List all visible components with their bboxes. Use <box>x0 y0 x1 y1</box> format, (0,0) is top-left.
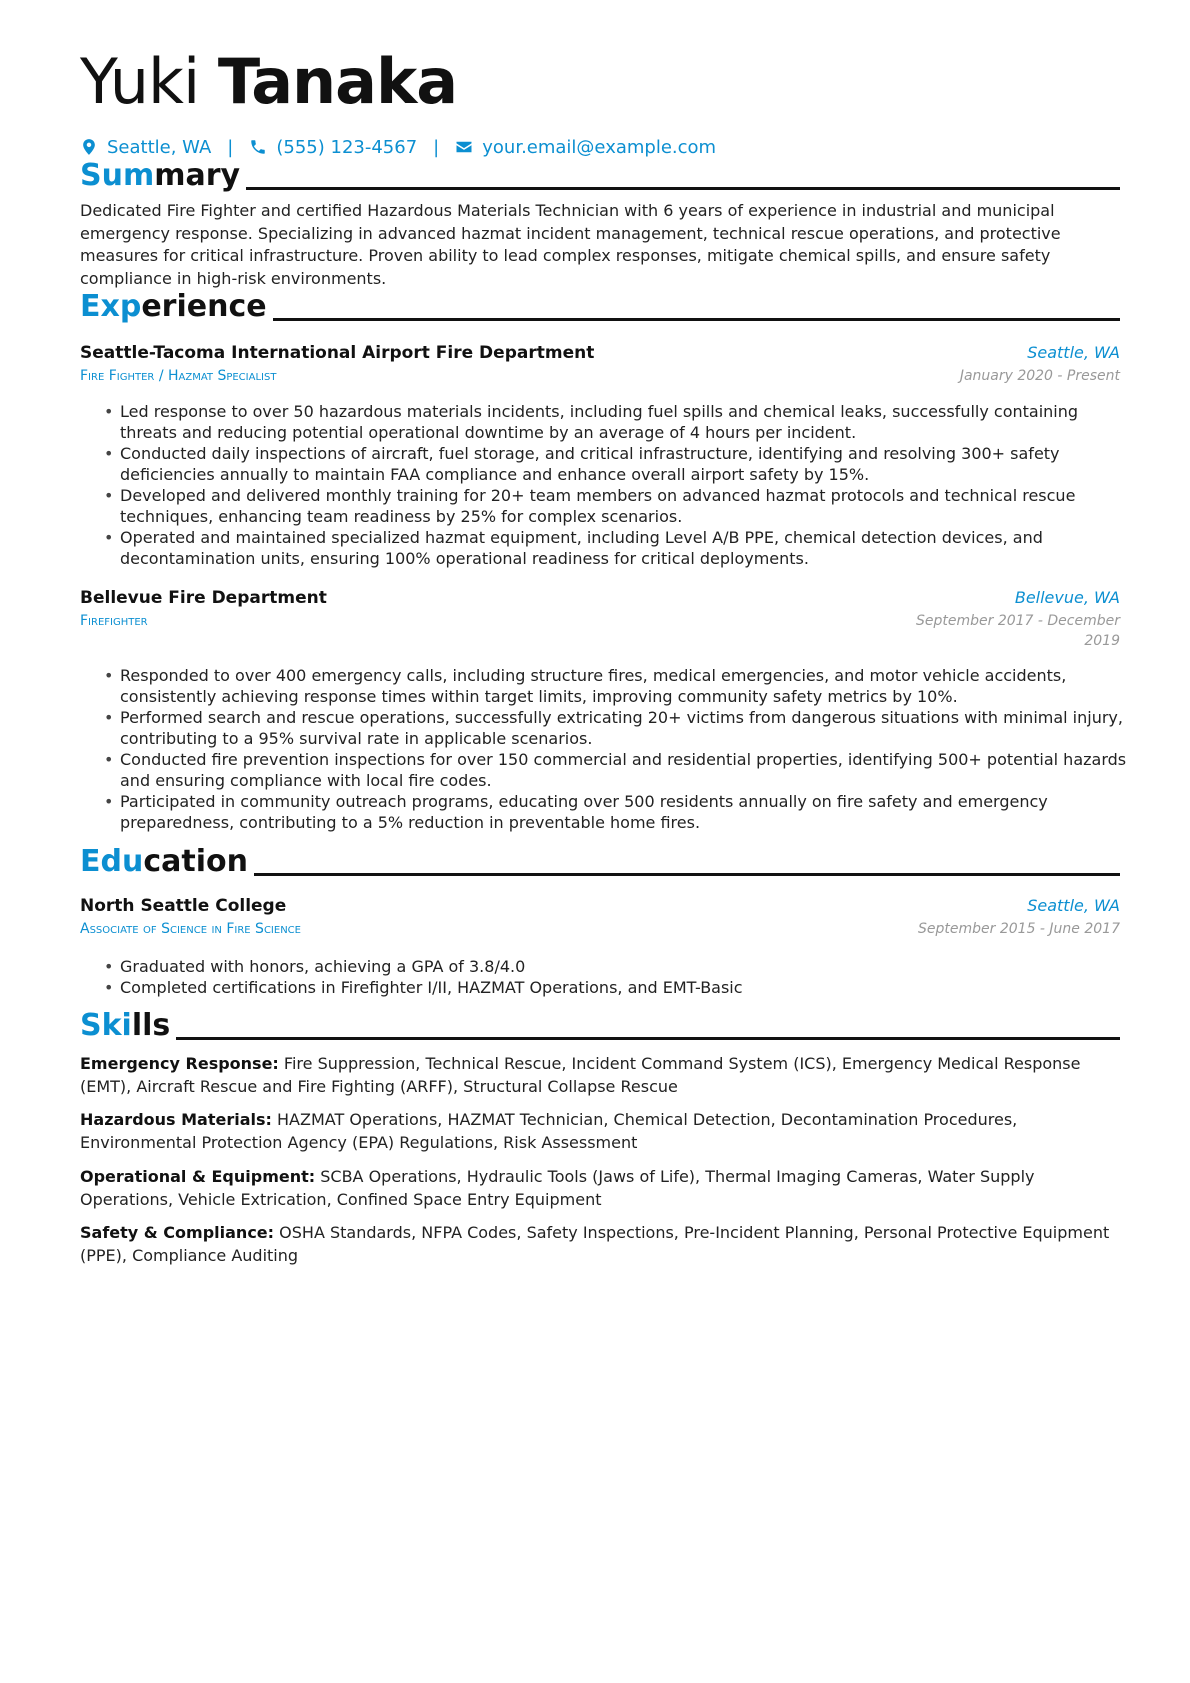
school-location: Seattle, WA <box>1027 896 1120 915</box>
section-rule <box>246 187 1120 190</box>
list-item: • Completed certifications in Firefighter I/II, HAZMAT Operations, and EMT-Basic <box>120 977 1138 998</box>
section-title: Skills <box>80 1008 171 1043</box>
envelope-icon <box>455 138 473 156</box>
skill-text: Fire Suppression, Technical Rescue, Incident Command System (ICS), Emergency Medical Response (EMT), Aircraft Rescue and Fire Fighting (ARFF), Structural Collapse Rescue <box>80 1054 1081 1096</box>
job-bullets <box>102 665 1138 833</box>
skill-group <box>80 1166 1120 1211</box>
list-item: • Participated in community outreach programs, educating over 500 residents annually on fire safety and emergency preparedness, contributing to a 5% reduction in preventable home fires. <box>120 791 1138 833</box>
contact-phone[interactable] <box>249 137 417 158</box>
skill-label: Operational & Equipment: <box>80 1167 316 1186</box>
last-name: Tanaka <box>217 45 458 118</box>
skill-group <box>80 1222 1120 1267</box>
skill-text: SCBA Operations, Hydraulic Tools (Jaws of Life), Thermal Imaging Cameras, Water Supply Operations, Vehicle Extrication, Confined Space Entry Equipment <box>80 1167 1035 1209</box>
experience-heading <box>80 287 1120 327</box>
phone-text[interactable]: (555) 123-4567 <box>276 136 418 158</box>
degree: Associate of Science in Fire Science <box>80 921 301 937</box>
list-item: • Developed and delivered monthly training for 20+ team members on advanced hazmat protocols and technical rescue techniques, enhancing team readiness by 25% for complex scenarios. <box>120 485 1138 527</box>
job-bullets <box>102 401 1138 569</box>
school-name: North Seattle College <box>80 896 287 916</box>
list-item: • Responded to over 400 emergency calls, including structure fires, medical emergencies, and motor vehicle accidents, consistently achieving response times within target limits, improving community safety metrics by 10%. <box>120 665 1138 707</box>
job-location: Bellevue, WA <box>1014 588 1120 607</box>
section-title: Experience <box>80 289 267 324</box>
section-title: Summary <box>80 158 241 193</box>
section-rule <box>273 318 1120 321</box>
summary-heading <box>80 156 1120 196</box>
list-item: • Conducted daily inspections of aircraft, fuel storage, and critical infrastructure, identifying and resolving 300+ safety deficiencies annually to maintain FAA compliance and enhance overall airport safety by 15%. <box>120 443 1138 485</box>
skill-label: Emergency Response: <box>80 1054 279 1073</box>
skill-label: Safety & Compliance: <box>80 1223 275 1242</box>
skill-label: Hazardous Materials: <box>80 1110 272 1129</box>
skills-heading <box>80 1006 1120 1046</box>
list-item: • Led response to over 50 hazardous materials incidents, including fuel spills and chemical leaks, successfully containing threats and reducing potential operational downtime by an average of 4 hours per incident. <box>120 401 1138 443</box>
skill-text: OSHA Standards, NFPA Codes, Safety Inspections, Pre-Incident Planning, Personal Protective Equipment (PPE), Compliance Auditing <box>80 1223 1110 1265</box>
education-dates: September 2015 - June 2017 <box>918 921 1120 937</box>
job-dates: September 2017 - December 2019 <box>915 613 1120 649</box>
job-role: Fire Fighter / Hazmat Specialist <box>80 368 277 384</box>
job-organization: Bellevue Fire Department <box>80 588 327 608</box>
skill-group <box>80 1053 1120 1098</box>
section-title: Education <box>80 844 248 879</box>
contact-separator: | <box>227 136 234 158</box>
education-heading <box>80 842 1120 882</box>
section-rule <box>176 1037 1120 1040</box>
job-dates: January 2020 - Present <box>959 368 1120 384</box>
job-role: Firefighter <box>80 613 148 629</box>
summary-text: Dedicated Fire Fighter and certified Hazardous Materials Technician with 6 years of experience in industrial and municipal emergency response. Specializing in advanced hazmat incident management, technical rescue operations, and protective measures for critical infrastructure. Proven ability to lead complex responses, mitigate chemical spills, and ensure safety compliance in high-risk environments. <box>80 201 1061 288</box>
list-item: • Performed search and rescue operations, successfully extricating 20+ victims from dangerous situations with minimal injury, contributing to a 95% survival rate in applicable scenarios. <box>120 707 1138 749</box>
contact-location <box>80 137 211 158</box>
job-location: Seattle, WA <box>1027 343 1120 362</box>
candidate-name <box>80 42 457 122</box>
list-item: • Operated and maintained specialized hazmat equipment, including Level A/B PPE, chemical detection devices, and decontamination units, ensuring 100% operational readiness for critical deployments. <box>120 527 1138 569</box>
contact-email[interactable] <box>455 137 716 158</box>
contact-separator: | <box>433 136 440 158</box>
map-pin-icon <box>80 138 98 156</box>
section-rule <box>254 873 1120 876</box>
list-item: • Graduated with honors, achieving a GPA of 3.8/4.0 <box>120 956 1138 977</box>
job-organization: Seattle-Tacoma International Airport Fire Department <box>80 343 595 363</box>
list-item: • Conducted fire prevention inspections for over 150 commercial and residential properties, identifying 500+ potential hazards and ensuring compliance with local fire codes. <box>120 749 1138 791</box>
first-name: Yuki <box>80 45 200 118</box>
email-link[interactable]: your.email@example.com <box>482 136 717 158</box>
location-text: Seattle, WA <box>107 136 212 158</box>
phone-icon <box>249 138 267 156</box>
education-bullets <box>102 956 1138 998</box>
skill-group <box>80 1109 1120 1154</box>
skill-text: HAZMAT Operations, HAZMAT Technician, Chemical Detection, Decontamination Procedures, Environmental Protection Agency (EPA) Regulations, Risk Assessment <box>80 1110 1018 1152</box>
